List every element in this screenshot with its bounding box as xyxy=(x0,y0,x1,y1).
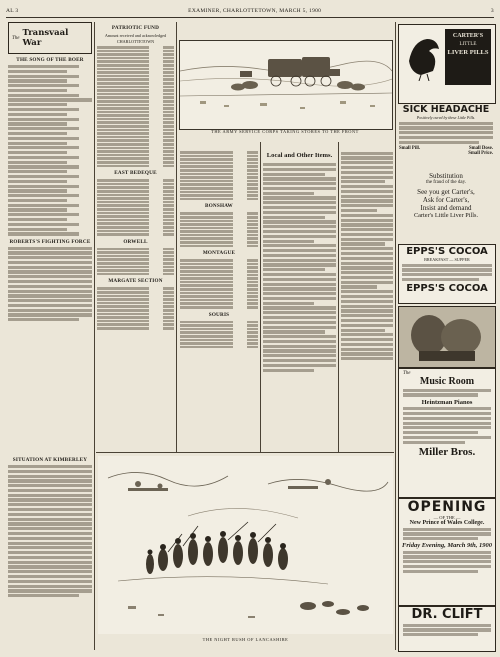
poem-text xyxy=(8,65,92,236)
miller-bros-label: Miller Bros. xyxy=(418,445,476,458)
masthead-strip xyxy=(6,5,494,18)
substitution-line-4: Insist and demand xyxy=(420,204,472,212)
army-service-corps-illustration xyxy=(179,40,393,130)
column-rule xyxy=(260,142,261,452)
substitution-line-2: See you get Carter's, xyxy=(417,188,475,196)
subscriber-list-8 xyxy=(180,320,258,349)
subscriber-list-3 xyxy=(97,247,174,276)
substitution-line-1: the fraud of the day. xyxy=(425,180,467,185)
column-transvaal-war xyxy=(8,22,92,452)
montague-heading: MONTAGUE xyxy=(202,250,236,257)
sick-headache-ad xyxy=(399,104,493,170)
heintzman-label: Heintzman Pianos xyxy=(421,398,473,406)
page-number-right: 3 xyxy=(490,8,494,14)
patriotic-fund-sub: Amount received and acknowledged xyxy=(104,33,167,38)
little-label: LITTLE xyxy=(459,42,477,47)
patriotic-fund-title: PATRIOTIC FUND xyxy=(111,25,160,31)
subscriber-list-6 xyxy=(180,211,258,247)
roberts-heading: ROBERTS'S FIGHTING FORCE xyxy=(9,238,91,245)
column-rule xyxy=(94,22,95,650)
night-rush-illustration xyxy=(98,456,393,634)
liver-pills-label: LIVER PILLS xyxy=(447,49,489,56)
east-bedeque-heading: EAST BEDEQUE xyxy=(114,170,157,177)
carters-pills-ad xyxy=(398,24,496,104)
top-illustration-caption: THE ARMY SERVICE CORPS TAKING STORES TO THE FRONT xyxy=(211,129,359,134)
subscriber-list-4 xyxy=(97,286,174,329)
substitution-line-5: Carter's Little Liver Pills. xyxy=(413,212,479,219)
substitution-title: Substitution xyxy=(429,172,463,180)
local-items-title: Local and Other Items. xyxy=(266,152,333,159)
substitution-ad xyxy=(399,172,493,242)
charlottetown-heading: CHARLOTTETOWN xyxy=(116,39,155,44)
battle-scene-drawing xyxy=(98,456,393,634)
column-news xyxy=(341,150,393,450)
bonshaw-heading: BONSHAW xyxy=(205,203,233,210)
column-kimberley xyxy=(8,454,92,650)
roberts-text xyxy=(8,247,92,322)
dr-clift-title: DR. CLIFT xyxy=(411,607,483,622)
substitution-line-3: Ask for Carter's, xyxy=(422,196,470,204)
orwell-heading: ORWELL xyxy=(123,238,148,245)
column-rule xyxy=(338,142,339,452)
souris-heading: SOURIS xyxy=(208,311,230,318)
small-pill-label: Small Pill. xyxy=(399,145,421,151)
music-room-ad xyxy=(398,368,496,498)
column-rule xyxy=(395,22,396,650)
banner-the: The xyxy=(12,35,20,41)
dr-clift-ad xyxy=(398,606,496,652)
tailoring-ad-image xyxy=(398,306,496,368)
epps-title-1: EPPS'S COCOA xyxy=(406,246,488,257)
sick-headache-title: SICK HEADACHE xyxy=(402,104,490,115)
paper-title-date: EXAMINER, CHARLOTTETOWN, MARCH 5, 1900 xyxy=(188,8,322,14)
friday-evening-label: Friday Evening, March 9th, 1900 xyxy=(402,541,492,549)
kimberley-heading: SITUATION AT KIMBERLEY xyxy=(12,457,88,463)
column-subscriptions-2 xyxy=(180,150,258,450)
opening-of-the: — OF THE — xyxy=(433,515,461,520)
subscriber-list-5 xyxy=(180,150,258,200)
pill-box xyxy=(445,29,491,85)
small-dose-label: Small Dose. xyxy=(469,145,493,151)
epps-subtitle: BREAKFAST — SUPPER xyxy=(424,257,470,262)
local-items-text xyxy=(263,163,336,372)
subscriber-list-1 xyxy=(97,45,174,167)
subscriber-list-2 xyxy=(97,178,174,236)
column-rule xyxy=(176,22,177,452)
epps-title-2: EPPS'S COCOA xyxy=(406,282,488,294)
prince-of-wales-label: New Prince of Wales College. xyxy=(409,520,485,526)
wagon-scene-drawing xyxy=(180,41,392,129)
epps-cocoa-ad xyxy=(398,244,496,304)
opening-ad xyxy=(398,498,496,606)
song-of-boer-heading: THE SONG OF THE BOER xyxy=(16,57,84,63)
bottom-illustration-caption: THE NIGHT RUSH OF LANCASHIRE xyxy=(202,637,289,642)
transvaal-war-banner xyxy=(8,22,92,54)
subscriber-list-7 xyxy=(180,258,258,308)
column-patriotic-fund xyxy=(97,22,174,450)
section-divider xyxy=(96,452,394,453)
opening-title: OPENING xyxy=(407,499,487,515)
carters-label: CARTER'S xyxy=(452,33,484,39)
music-the: The xyxy=(403,371,411,376)
crow-illustration xyxy=(403,31,443,81)
banner-title: Transvaal War xyxy=(22,28,69,48)
column-local-items xyxy=(263,150,336,450)
small-price-label: Small Price. xyxy=(468,150,493,156)
margate-heading: MARGATE SECTION xyxy=(108,278,163,285)
sick-headache-sub: Positively cured by these Little Pills. xyxy=(416,115,476,120)
music-room-title: Music Room xyxy=(419,376,475,387)
page-number-left: AL 3 xyxy=(6,8,19,14)
